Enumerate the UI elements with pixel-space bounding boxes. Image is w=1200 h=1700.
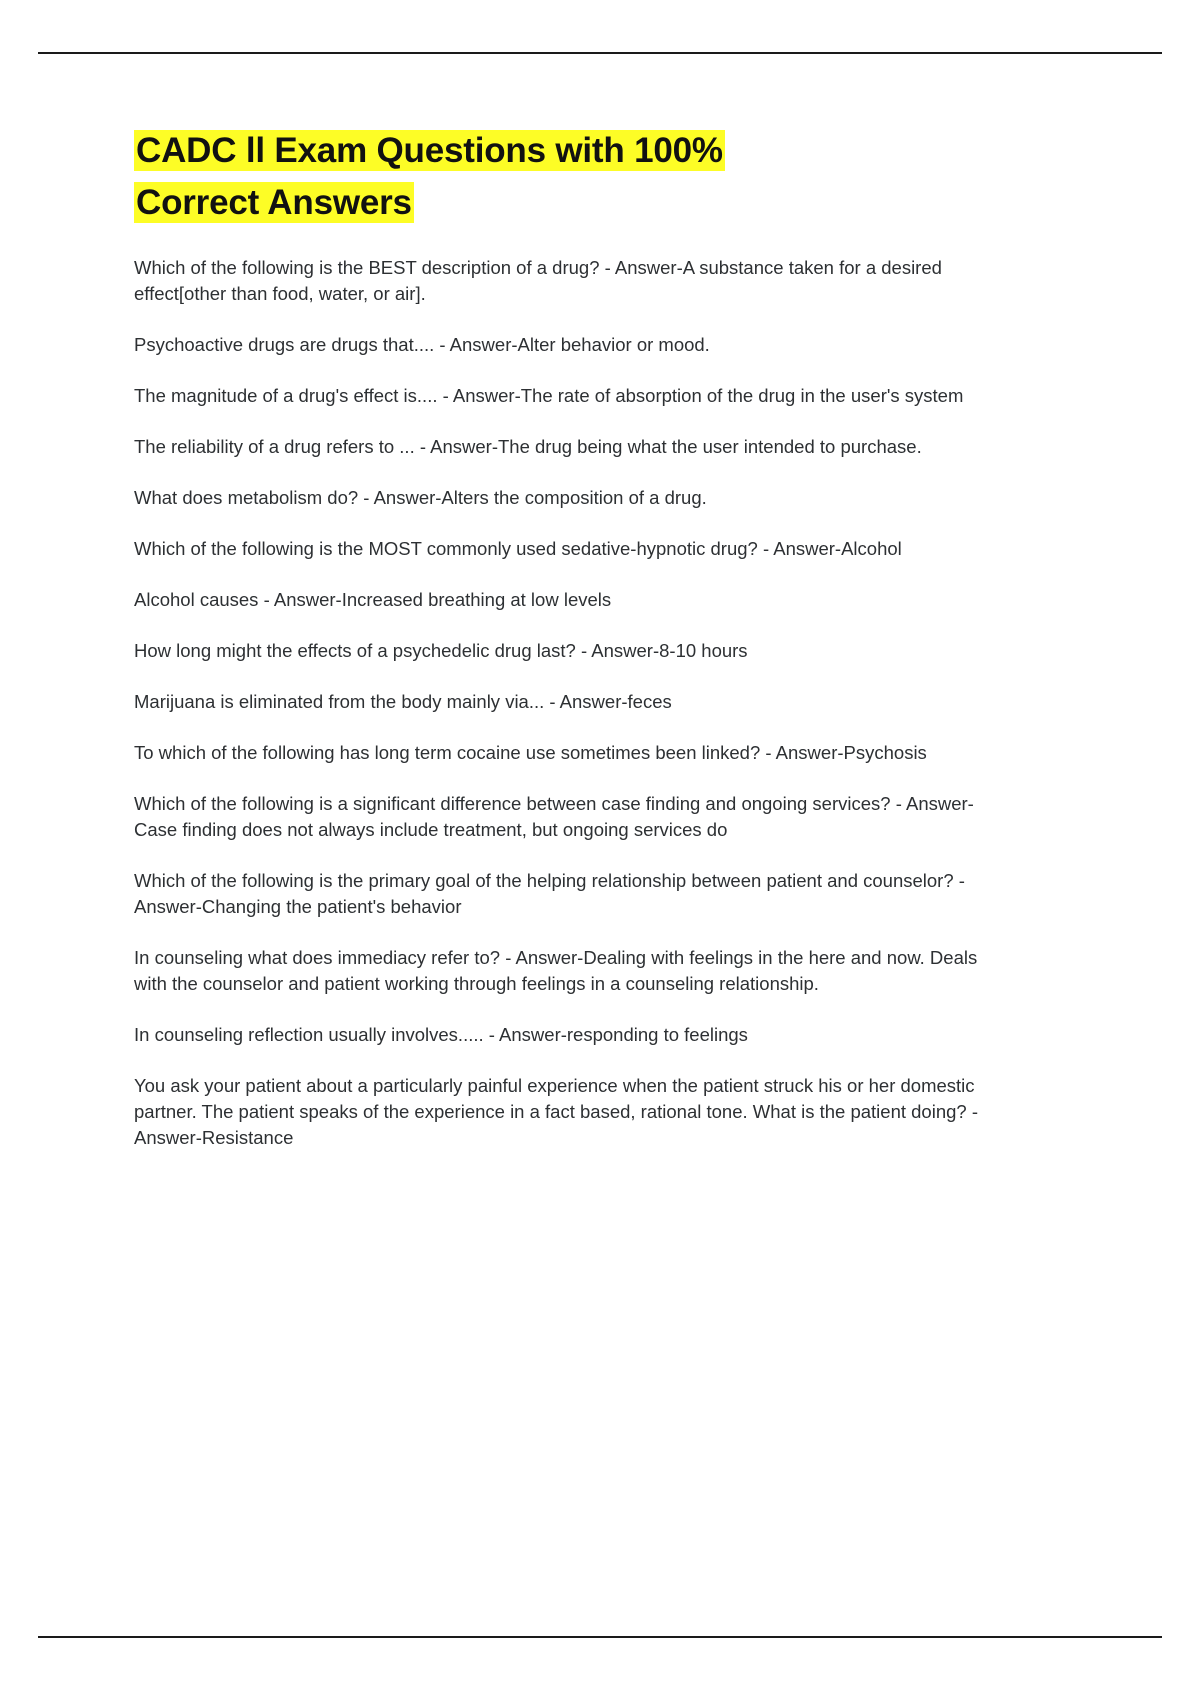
page-title-line-2: Correct Answers bbox=[136, 183, 412, 222]
qa-item: You ask your patient about a particularly painful experience when the patient struck his or her domestic partner. The patient speaks of the experience in a fact based, rational tone. What is the patient doing? - Answer-Resistance bbox=[134, 1075, 978, 1148]
page-title-line-1: CADC ll Exam Questions with 100% bbox=[136, 131, 723, 170]
qa-item: The reliability of a drug refers to ... - Answer-The drug being what the user intended to purchase. bbox=[134, 436, 922, 457]
qa-item: In counseling reflection usually involves..... - Answer-responding to feelings bbox=[134, 1024, 748, 1045]
qa-item: Alcohol causes - Answer-Increased breathing at low levels bbox=[134, 589, 612, 610]
qa-item: Which of the following is the primary goal of the helping relationship between patient and counselor? - Answer-Changing the patient's behavior bbox=[134, 870, 965, 917]
footer-divider bbox=[38, 1636, 1162, 1638]
qa-item: To which of the following has long term cocaine use sometimes been linked? - Answer-Psychosis bbox=[134, 742, 927, 763]
document-content bbox=[134, 125, 1014, 1151]
qa-item: The magnitude of a drug's effect is.... - Answer-The rate of absorption of the drug in the user's system bbox=[134, 385, 964, 406]
qa-item: In counseling what does immediacy refer to? - Answer-Dealing with feelings in the here and now. Deals with the counselor and patient working through feelings in a counseling relationship. bbox=[134, 947, 978, 994]
qa-item: What does metabolism do? - Answer-Alters the composition of a drug. bbox=[134, 487, 707, 508]
page-title bbox=[134, 125, 1014, 229]
qa-item: How long might the effects of a psychedelic drug last? - Answer-8-10 hours bbox=[134, 640, 748, 661]
qa-list bbox=[134, 255, 1014, 1151]
qa-item: Marijuana is eliminated from the body mainly via... - Answer-feces bbox=[134, 691, 672, 712]
qa-item: Which of the following is the BEST description of a drug? - Answer-A substance taken for a desired effect[other than food, water, or air]. bbox=[134, 257, 942, 304]
qa-item: Which of the following is the MOST commonly used sedative-hypnotic drug? - Answer-Alcohol bbox=[134, 538, 902, 559]
qa-item: Which of the following is a significant difference between case finding and ongoing services? - Answer-Case finding does not always include treatment, but ongoing services do bbox=[134, 793, 974, 840]
qa-item: Psychoactive drugs are drugs that.... - Answer-Alter behavior or mood. bbox=[134, 334, 710, 355]
header-divider bbox=[38, 52, 1162, 54]
